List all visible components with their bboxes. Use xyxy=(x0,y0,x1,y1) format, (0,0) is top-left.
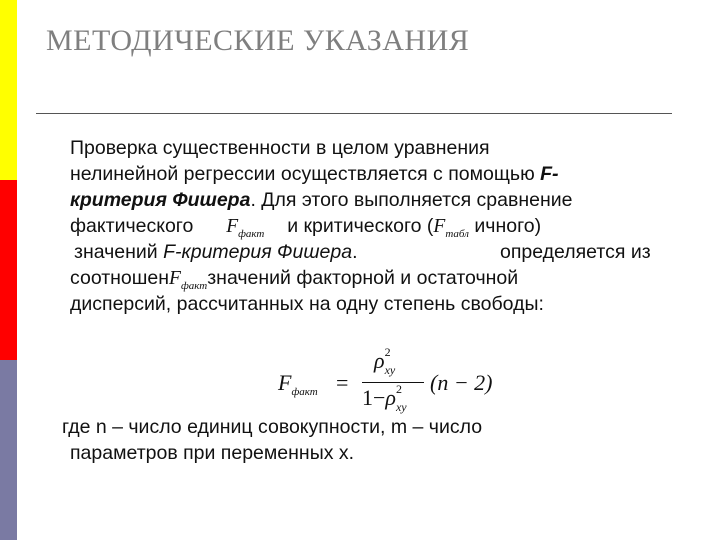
paragraph-line-1 xyxy=(70,135,490,161)
accent-bar-red xyxy=(0,180,17,360)
f-table-symbol: $F_{табл}$ xyxy=(433,216,469,240)
footer-line-2 xyxy=(70,440,354,466)
text: нелинейной регрессии осуществляется с помощью xyxy=(70,163,541,185)
slide-title: МЕТОДИЧЕСКИЕ УКАЗАНИЯ xyxy=(46,24,470,57)
formula-tail: (n − 2) xyxy=(430,370,493,395)
formula-equals: = xyxy=(336,370,349,395)
footer-line-1 xyxy=(62,414,482,440)
text: . Для этого выполняется сравнение xyxy=(250,189,573,211)
text: значений xyxy=(74,241,164,263)
fisher-criterion-bold: критерия Фишера xyxy=(70,189,251,211)
paragraph-line-4 xyxy=(70,213,541,242)
formula-lhs: $F_{факт}$ xyxy=(278,370,318,398)
text: определяется из xyxy=(500,241,651,263)
text: параметров при переменных x. xyxy=(70,442,355,464)
f-criterion-bold: F- xyxy=(540,163,559,185)
f-fact-symbol: $F_{факт}$ xyxy=(169,268,208,292)
fisher-criterion-italic: F-критерия Фишера xyxy=(163,241,353,263)
paragraph-line-5 xyxy=(74,239,358,265)
paragraph-line-6 xyxy=(70,265,518,294)
f-fact-symbol: $F_{факт}$ xyxy=(226,216,265,240)
formula-denominator: $1-\rho^2_{xy}$ xyxy=(362,382,407,414)
text: где n – число единиц совокупности, m – число xyxy=(62,416,483,438)
title-divider xyxy=(36,113,672,114)
formula-numerator: $\rho^2_{xy}$ xyxy=(374,345,396,377)
formula-fraction xyxy=(362,345,424,418)
text: Проверка существенности в целом уравнения xyxy=(70,137,490,159)
f-fact-formula xyxy=(278,345,518,418)
accent-bar-yellow xyxy=(0,0,17,180)
paragraph-line-7 xyxy=(70,291,544,317)
paragraph-line-2 xyxy=(70,161,559,187)
text: соотношен xyxy=(70,267,170,289)
text: и критического ( xyxy=(287,215,434,237)
paragraph-line-3 xyxy=(70,187,572,213)
text: значений факторной и остаточной xyxy=(207,267,519,289)
text: фактического xyxy=(70,215,194,237)
fraction-line xyxy=(362,382,424,383)
accent-bar-purple xyxy=(0,360,17,540)
paragraph-line-5-right xyxy=(500,239,651,265)
text: . xyxy=(352,241,358,263)
text: ичного) xyxy=(474,215,542,237)
text: дисперсий, рассчитанных на одну степень свободы: xyxy=(70,293,544,315)
